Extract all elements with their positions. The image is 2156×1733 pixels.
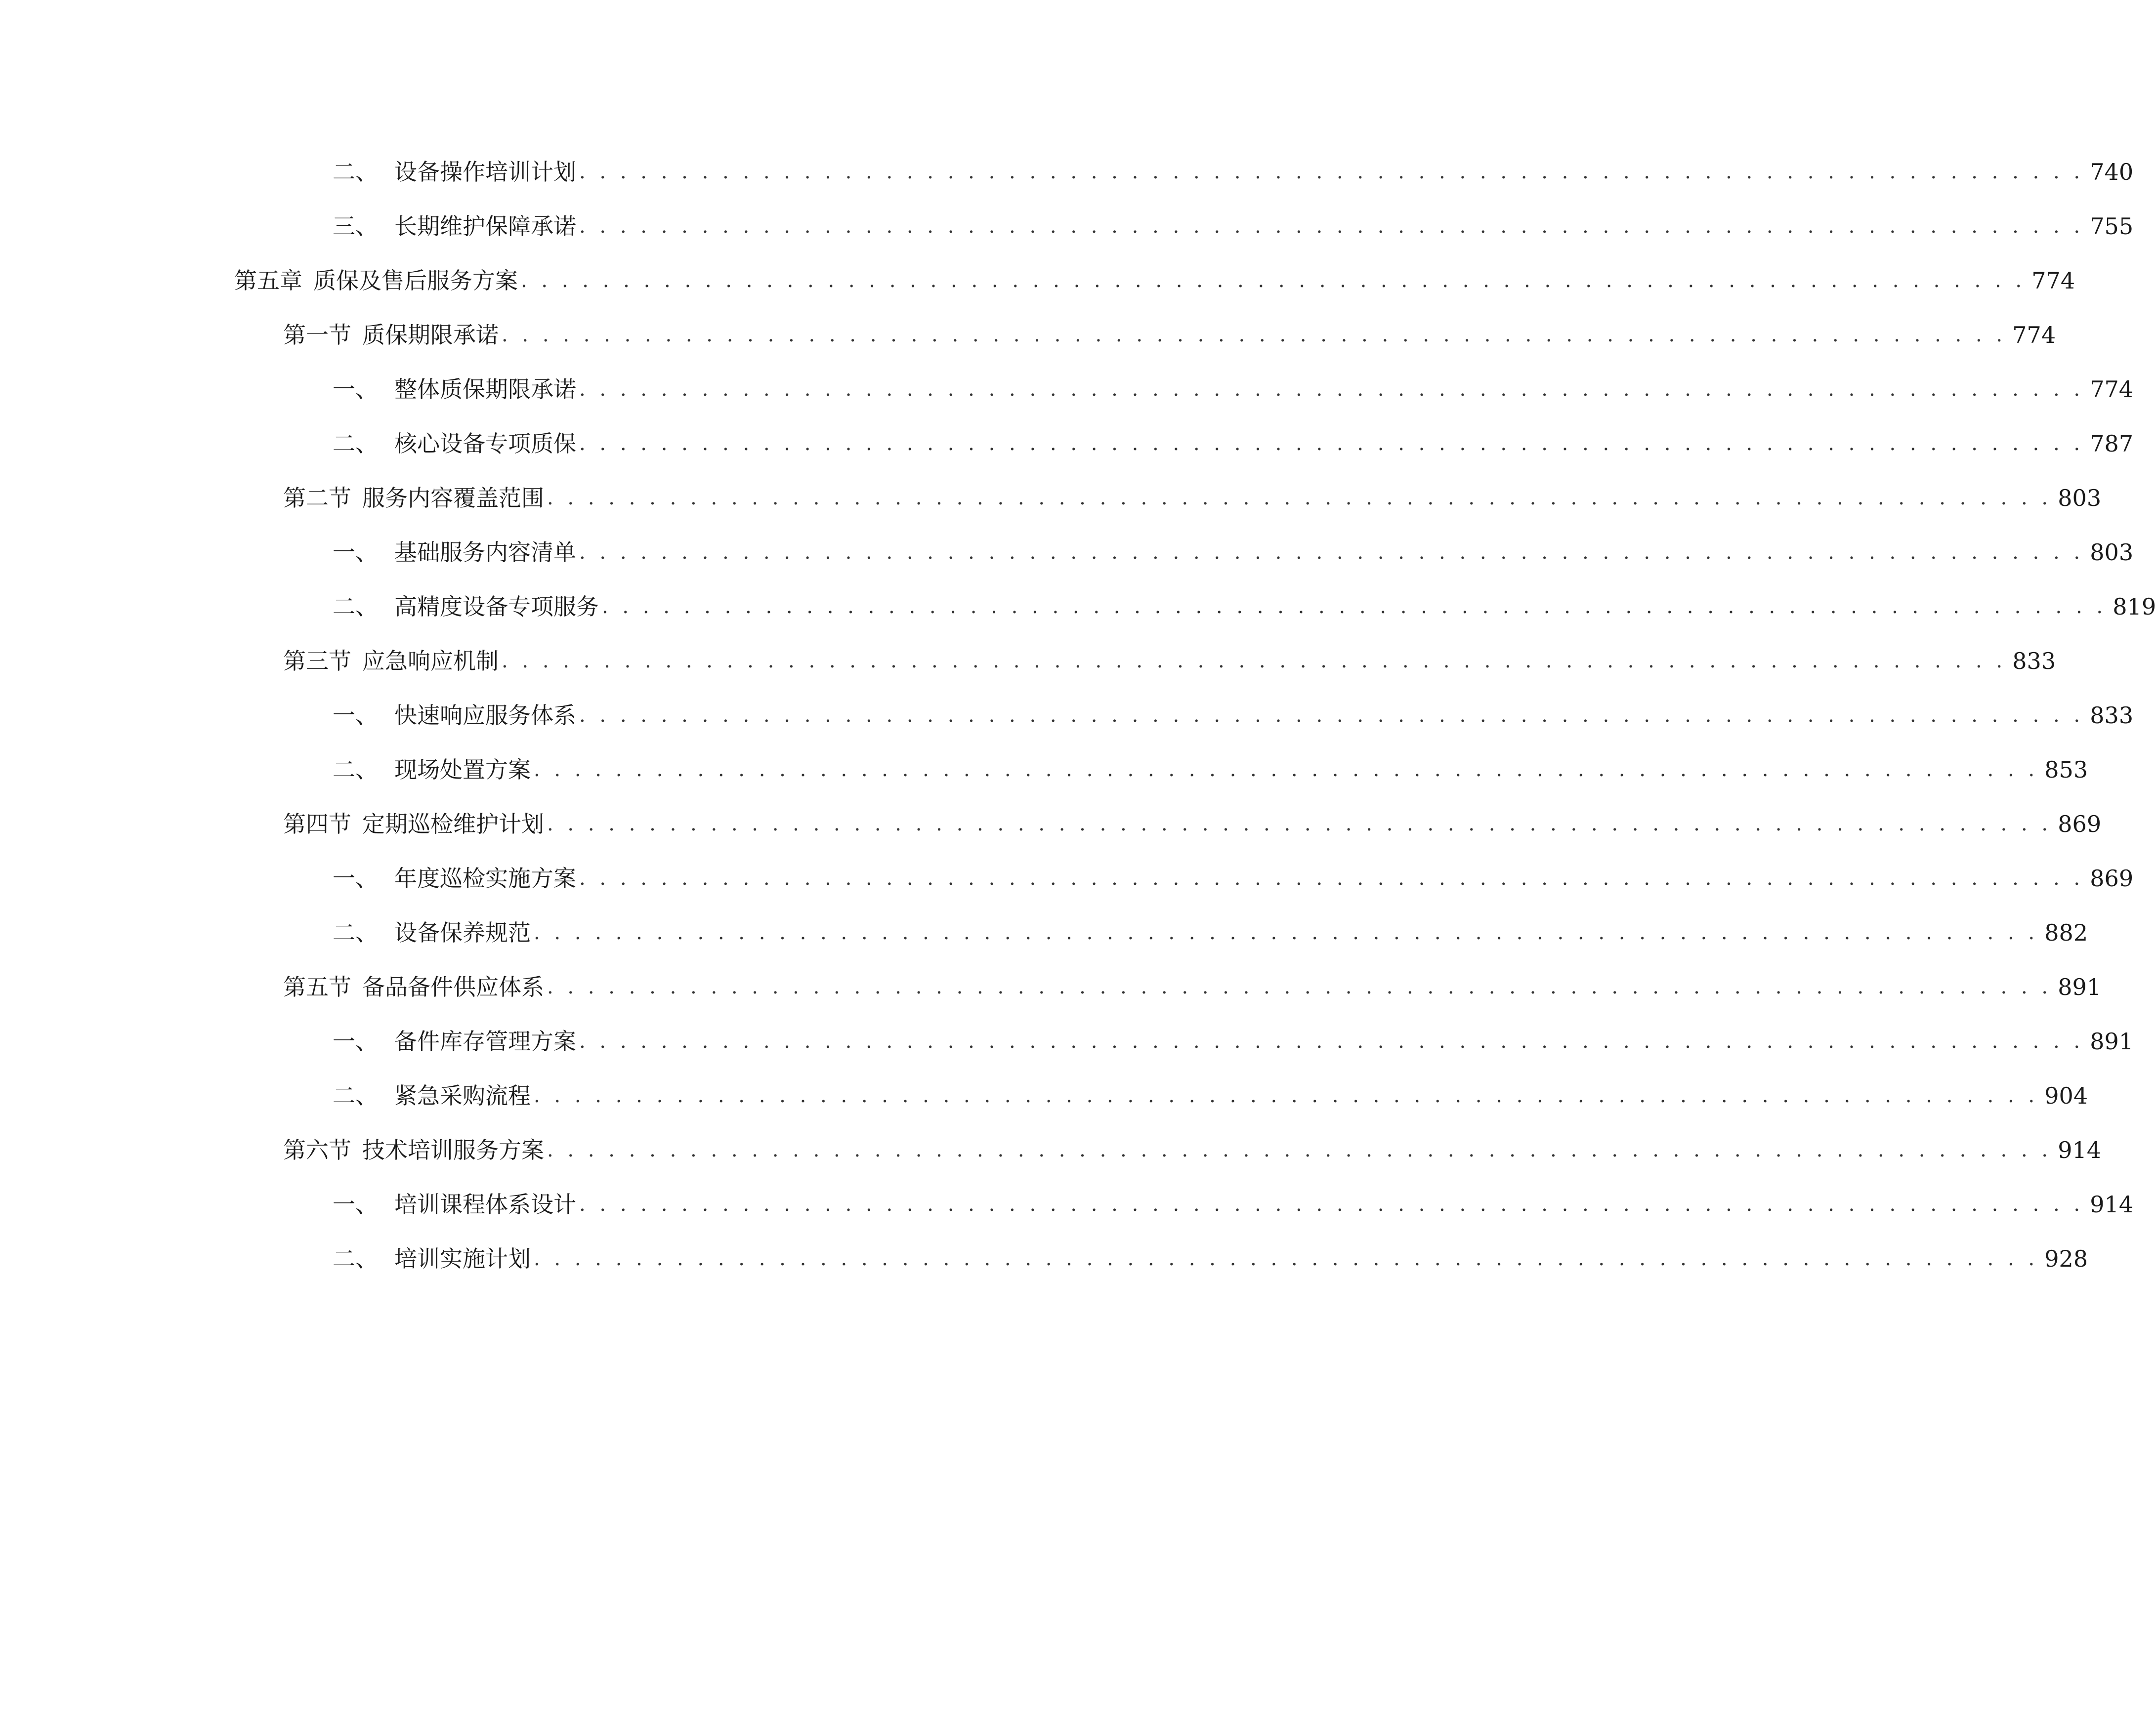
toc-entry-core-equipment-warranty[interactable]: [333, 424, 2134, 463]
entry-number: 第五章: [234, 267, 302, 294]
entry-page-number: 833: [2090, 702, 2134, 729]
toc-entry-rapid-response-system[interactable]: [333, 696, 2134, 735]
dot-leader: . . . . . . . . . . . . . . . . . . . . . . . . . . . . . . . . . . . . . . . . . . . . . . . . . . . . . . . . . . . . . . . . . . . . . . . . . .: [579, 432, 2084, 455]
entry-title: 备件库存管理方案: [394, 1028, 576, 1055]
entry-page-number: 869: [2090, 865, 2134, 892]
toc-entry-chapter-5[interactable]: [234, 261, 2075, 300]
entry-number: 第三节: [283, 648, 351, 674]
entry-page-number: 819: [2113, 593, 2156, 620]
toc-entry-overall-warranty[interactable]: [333, 370, 2134, 409]
entry-page-number: 740: [2090, 159, 2134, 185]
dot-leader: . . . . . . . . . . . . . . . . . . . . . . . . . . . . . . . . . . . . . . . . . . . . . . . . . . . . . . . . . . . . . . . . . . . . . . . . . .: [579, 215, 2084, 238]
dot-leader: . . . . . . . . . . . . . . . . . . . . . . . . . . . . . . . . . . . . . . . . . . . . . . . . . . . . . . . . . . . . . . . . . . . . . . . . . .: [547, 976, 2052, 998]
dot-leader: . . . . . . . . . . . . . . . . . . . . . . . . . . . . . . . . . . . . . . . . . . . . . . . . . . . . . . . . . . . . . . . . . . . . . . . . . .: [579, 541, 2084, 564]
toc-entry-section-5[interactable]: [283, 967, 2102, 1007]
entry-number: 第二节: [283, 485, 351, 511]
toc-entry-annual-inspection-plan[interactable]: [333, 859, 2134, 898]
entry-title: 技术培训服务方案: [362, 1137, 544, 1163]
entry-title: 紧急采购流程: [394, 1082, 531, 1109]
dot-leader: . . . . . . . . . . . . . . . . . . . . . . . . . . . . . . . . . . . . . . . . . . . . . . . . . . . . . . . . . . . . . . . . . . . . . . . . . .: [602, 595, 2107, 618]
toc-entry-training-implementation[interactable]: [333, 1239, 2088, 1279]
entry-number: 二、: [333, 1245, 378, 1272]
entry-page-number: 755: [2090, 213, 2134, 240]
entry-number: 二、: [333, 430, 378, 457]
entry-title: 质保及售后服务方案: [313, 267, 518, 294]
toc-entry-section-6[interactable]: [283, 1130, 2102, 1170]
entry-number: 二、: [333, 756, 378, 783]
entry-page-number: 774: [2031, 267, 2075, 294]
entry-page-number: 774: [2012, 322, 2056, 348]
entry-number: 第六节: [283, 1137, 351, 1163]
entry-number: 一、: [333, 1028, 378, 1055]
entry-page-number: 774: [2090, 376, 2134, 403]
entry-title: 整体质保期限承诺: [394, 376, 576, 403]
toc-entry-long-term-maintenance[interactable]: [333, 206, 2134, 246]
entry-page-number: 787: [2090, 430, 2134, 457]
entry-title: 设备操作培训计划: [394, 159, 576, 185]
entry-page-number: 914: [2090, 1191, 2134, 1218]
entry-title: 高精度设备专项服务: [394, 593, 599, 620]
dot-leader: . . . . . . . . . . . . . . . . . . . . . . . . . . . . . . . . . . . . . . . . . . . . . . . . . . . . . . . . . . . . . . . . . . . . . . . . . .: [534, 921, 2039, 944]
entry-page-number: 904: [2044, 1082, 2088, 1109]
entry-title: 应急响应机制: [362, 648, 499, 674]
entry-number: 一、: [333, 539, 378, 566]
entry-title: 服务内容覆盖范围: [362, 485, 544, 511]
toc-entry-section-1[interactable]: [283, 315, 2056, 355]
dot-leader: . . . . . . . . . . . . . . . . . . . . . . . . . . . . . . . . . . . . . . . . . . . . . . . . . . . . . . . . . . . . . . . . . . . . . . . . . .: [534, 1247, 2039, 1270]
entry-number: 一、: [333, 1191, 378, 1218]
entry-title: 培训课程体系设计: [394, 1191, 576, 1218]
entry-title: 质保期限承诺: [362, 322, 499, 348]
dot-leader: . . . . . . . . . . . . . . . . . . . . . . . . . . . . . . . . . . . . . . . . . . . . . . . . . . . . . . . . . . . . . . . . . . . . . . . . . .: [547, 1139, 2052, 1161]
dot-leader: . . . . . . . . . . . . . . . . . . . . . . . . . . . . . . . . . . . . . . . . . . . . . . . . . . . . . . . . . . . . . . . . . . . . . . . . . .: [502, 324, 2007, 346]
entry-page-number: 882: [2044, 919, 2088, 946]
entry-page-number: 833: [2012, 648, 2056, 674]
dot-leader: . . . . . . . . . . . . . . . . . . . . . . . . . . . . . . . . . . . . . . . . . . . . . . . . . . . . . . . . . . . . . . . . . . . . . . . . . .: [547, 813, 2052, 835]
entry-number: 一、: [333, 376, 378, 403]
toc-entry-emergency-procurement[interactable]: [333, 1076, 2088, 1115]
entry-title: 培训实施计划: [394, 1245, 531, 1272]
entry-page-number: 869: [2058, 811, 2102, 837]
dot-leader: . . . . . . . . . . . . . . . . . . . . . . . . . . . . . . . . . . . . . . . . . . . . . . . . . . . . . . . . . . . . . . . . . . . . . . . . . .: [547, 487, 2052, 509]
dot-leader: . . . . . . . . . . . . . . . . . . . . . . . . . . . . . . . . . . . . . . . . . . . . . . . . . . . . . . . . . . . . . . . . . . . . . . . . . .: [579, 161, 2084, 183]
entry-title: 年度巡检实施方案: [394, 865, 576, 892]
dot-leader: . . . . . . . . . . . . . . . . . . . . . . . . . . . . . . . . . . . . . . . . . . . . . . . . . . . . . . . . . . . . . . . . . . . . . . . . . .: [579, 1030, 2084, 1053]
entry-title: 备品备件供应体系: [362, 974, 544, 1000]
toc-entry-precision-equipment-service[interactable]: [333, 587, 2156, 626]
entry-title: 定期巡检维护计划: [362, 811, 544, 837]
entry-title: 设备保养规范: [394, 919, 531, 946]
dot-leader: . . . . . . . . . . . . . . . . . . . . . . . . . . . . . . . . . . . . . . . . . . . . . . . . . . . . . . . . . . . . . . . . . . . . . . . . . .: [534, 1084, 2039, 1107]
dot-leader: . . . . . . . . . . . . . . . . . . . . . . . . . . . . . . . . . . . . . . . . . . . . . . . . . . . . . . . . . . . . . . . . . . . . . . . . . .: [579, 704, 2084, 727]
toc-entry-section-4[interactable]: [283, 804, 2102, 844]
toc-entry-onsite-handling-plan[interactable]: [333, 750, 2088, 789]
entry-number: 一、: [333, 865, 378, 892]
entry-number: 二、: [333, 159, 378, 185]
toc-entry-maintenance-standards[interactable]: [333, 913, 2088, 952]
entry-title: 核心设备专项质保: [394, 430, 576, 457]
entry-page-number: 891: [2058, 974, 2102, 1000]
entry-number: 三、: [333, 213, 378, 240]
entry-title: 长期维护保障承诺: [394, 213, 576, 240]
toc-entry-section-3[interactable]: [283, 641, 2056, 681]
entry-number: 二、: [333, 593, 378, 620]
toc-entry-section-2[interactable]: [283, 478, 2102, 518]
dot-leader: . . . . . . . . . . . . . . . . . . . . . . . . . . . . . . . . . . . . . . . . . . . . . . . . . . . . . . . . . . . . . . . . . . . . . . . . . .: [579, 1193, 2084, 1216]
entry-page-number: 891: [2090, 1028, 2134, 1055]
toc-entry-training-curriculum[interactable]: [333, 1185, 2134, 1224]
entry-number: 第五节: [283, 974, 351, 1000]
entry-page-number: 928: [2044, 1245, 2088, 1272]
entry-title: 快速响应服务体系: [394, 702, 576, 729]
entry-number: 二、: [333, 919, 378, 946]
entry-number: 一、: [333, 702, 378, 729]
entry-page-number: 914: [2058, 1137, 2102, 1163]
toc-entry-basic-service-list[interactable]: [333, 533, 2134, 572]
entry-page-number: 803: [2090, 539, 2134, 566]
entry-title: 基础服务内容清单: [394, 539, 576, 566]
entry-title: 现场处置方案: [394, 756, 531, 783]
entry-number: 第四节: [283, 811, 351, 837]
toc-entry-spare-inventory[interactable]: [333, 1022, 2134, 1061]
toc-entry-equipment-training-plan[interactable]: [333, 152, 2134, 192]
dot-leader: . . . . . . . . . . . . . . . . . . . . . . . . . . . . . . . . . . . . . . . . . . . . . . . . . . . . . . . . . . . . . . . . . . . . . . . . . .: [579, 867, 2084, 890]
entry-page-number: 803: [2058, 485, 2102, 511]
dot-leader: . . . . . . . . . . . . . . . . . . . . . . . . . . . . . . . . . . . . . . . . . . . . . . . . . . . . . . . . . . . . . . . . . . . . . . . . . .: [579, 378, 2084, 401]
dot-leader: . . . . . . . . . . . . . . . . . . . . . . . . . . . . . . . . . . . . . . . . . . . . . . . . . . . . . . . . . . . . . . . . . . . . . . . . . .: [502, 650, 2007, 672]
entry-number: 二、: [333, 1082, 378, 1109]
entry-page-number: 853: [2044, 756, 2088, 783]
dot-leader: . . . . . . . . . . . . . . . . . . . . . . . . . . . . . . . . . . . . . . . . . . . . . . . . . . . . . . . . . . . . . . . . . . . . . . . . . .: [534, 758, 2039, 781]
entry-number: 第一节: [283, 322, 351, 348]
dot-leader: . . . . . . . . . . . . . . . . . . . . . . . . . . . . . . . . . . . . . . . . . . . . . . . . . . . . . . . . . . . . . . . . . . . . . . . . . .: [521, 269, 2026, 292]
